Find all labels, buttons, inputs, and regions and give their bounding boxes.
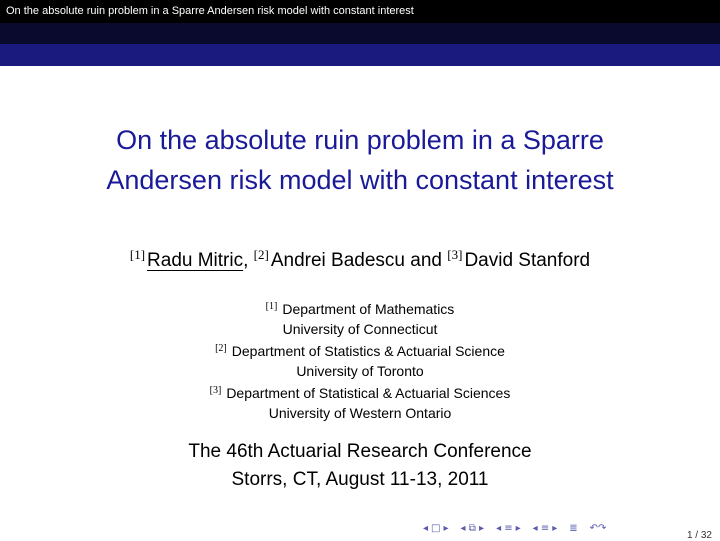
affiliation-2-university: University of Toronto (296, 362, 424, 379)
affiliation-3-department: Department of Statistical & Actuarial Sciences (226, 385, 511, 402)
affiliation-1-marker: [1] (265, 301, 278, 312)
author-2-name: Andrei Badescu (270, 250, 405, 271)
title-line-1: On the absolute ruin problem in a Sparre (116, 125, 604, 155)
author-list (0, 240, 720, 276)
header-band-dark (0, 23, 720, 44)
author-1-separator: , (243, 250, 249, 271)
title-line-2: Andersen risk model with constant interest (106, 165, 614, 195)
running-title: On the absolute ruin problem in a Sparre Andersen risk model with constant interest (6, 5, 414, 17)
conference-name: The 46th Actuarial Research Conference (188, 441, 532, 462)
nav-prev-subsection-icon[interactable]: ▸ (443, 523, 449, 534)
affiliation-list (0, 297, 720, 424)
author-3-name: David Stanford (464, 250, 591, 271)
slide-title (0, 120, 720, 200)
nav-prev-section-icon[interactable]: ◂ ≡ (496, 523, 513, 534)
nav-prev-slide-icon[interactable]: ◂ ≡ (532, 523, 550, 534)
affiliation-1-university: University of Connecticut (282, 320, 438, 337)
nav-next-section-icon[interactable]: ▸ (515, 523, 521, 534)
nav-next-subsection-icon[interactable]: ◂ ⧉ ▸ (460, 523, 485, 534)
running-title-bar (0, 0, 720, 23)
nav-next-slide-icon[interactable]: ▸ (552, 523, 558, 534)
author-3-marker: [3] (447, 247, 463, 262)
author-1-name: Radu Mitric (147, 250, 244, 271)
affiliation-2-department: Department of Statistics & Actuarial Science (231, 343, 505, 360)
affiliation-3-marker: [3] (209, 385, 222, 397)
affiliation-2-marker: [2] (215, 343, 227, 355)
beamer-navigation-bar (422, 522, 607, 536)
page-number: 1 / 32 (686, 530, 712, 541)
conference-info (0, 438, 720, 494)
nav-search-icon[interactable]: ↶↷ (589, 523, 607, 534)
nav-prev-frame-icon[interactable]: □ (431, 523, 441, 534)
affiliation-1-department: Department of Mathematics (282, 301, 455, 317)
affiliation-3-department-line (0, 381, 720, 404)
nav-outline-icon[interactable]: ≣ (569, 523, 578, 534)
author-2-marker: [2] (253, 247, 269, 262)
affiliation-1-department-line (0, 297, 720, 320)
conference-place-date: Storrs, CT, August 11-13, 2011 (231, 469, 489, 490)
affiliation-3-university: University of Western Ontario (268, 404, 452, 421)
nav-first-icon[interactable]: ◂ (423, 523, 429, 534)
author-2-separator: and (405, 250, 442, 271)
affiliation-2-department-line (0, 339, 720, 362)
header-band-blue (0, 44, 720, 66)
author-1-marker: [1] (129, 247, 146, 262)
